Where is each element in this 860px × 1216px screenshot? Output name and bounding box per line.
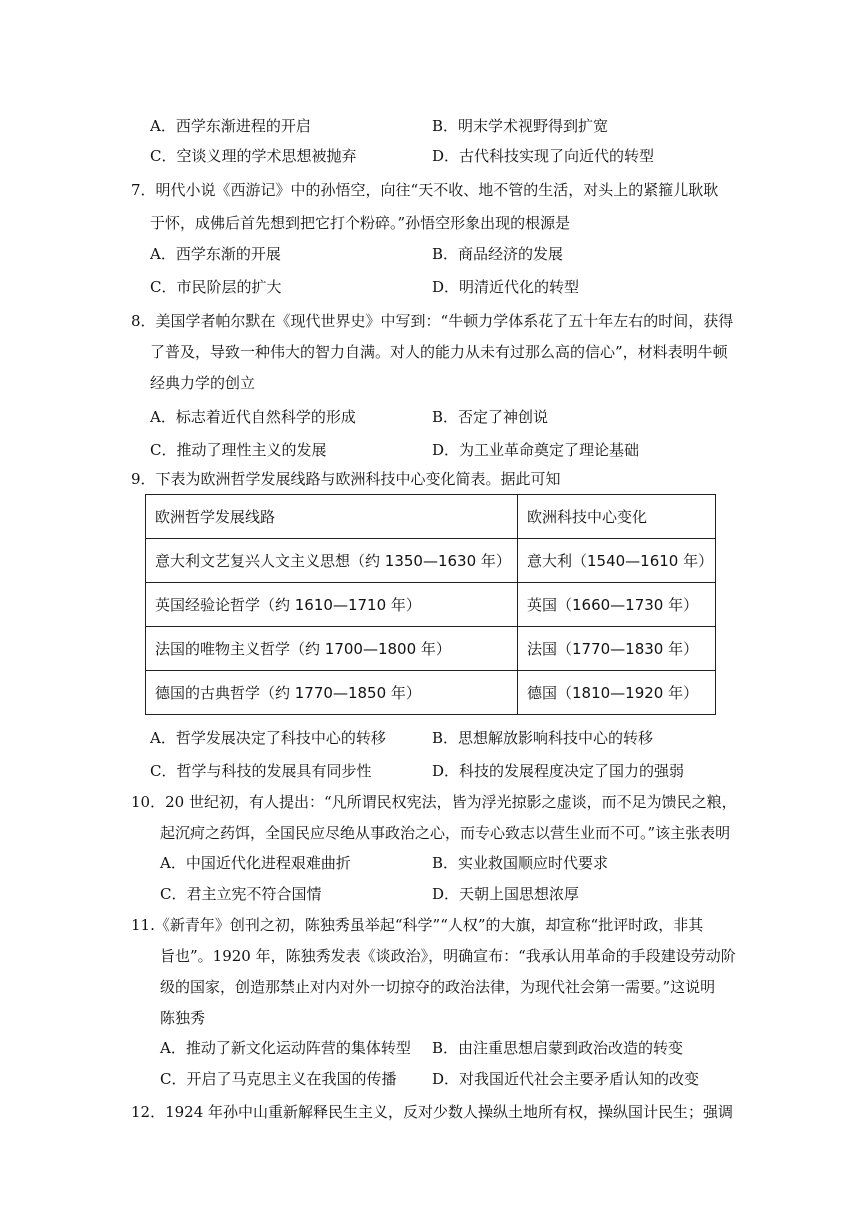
q8-option-c: C．推动了理性主义的发展 (150, 441, 327, 459)
q10-option-d: D．天朝上国思想浓厚 (432, 885, 580, 903)
table-row (146, 671, 716, 715)
table-cell: 英国经验论哲学（约 1610—1710 年） (146, 583, 518, 627)
q8-option-d: D．为工业革命奠定了理论基础 (432, 441, 640, 459)
table-header-row (146, 495, 716, 539)
q8-stem-line-2: 了普及，导致一种伟大的智力自满。对人的能力从未有过那么高的信心”，材料表明牛顿 (150, 343, 728, 361)
q10-option-b: B．实业救国顺应时代要求 (432, 854, 609, 872)
q7-option-b: B．商品经济的发展 (432, 245, 564, 263)
table-cell: 英国（1660—1730 年） (518, 583, 716, 627)
q11-stem-line-2: 旨也”。1920 年，陈独秀发表《谈政治》，明确宣布：“我承认用革命的手段建设劳动阶 (160, 947, 736, 965)
table-cell: 德国（1810—1920 年） (518, 671, 716, 715)
q10-stem-line-1: 10．20 世纪初，有人提出：“凡所谓民权宪法，皆为浮光掠影之虚谈，而不足为馈民之粮， (131, 793, 737, 811)
table-row (146, 627, 716, 671)
q6-option-c: C．空谈义理的学术思想被抛弃 (150, 147, 357, 165)
table-cell: 意大利文艺复兴人文主义思想（约 1350—1630 年） (146, 539, 518, 583)
q7-stem-line-1: 7．明代小说《西游记》中的孙悟空，向往“天不收、地不管的生活，对头上的紧箍儿耿耿 (131, 181, 719, 199)
q9-option-b: B．思想解放影响科技中心的转移 (432, 729, 654, 747)
table-header-cell: 欧洲科技中心变化 (518, 495, 716, 539)
q9-stem: 9．下表为欧洲哲学发展线路与欧洲科技中心变化简表。据此可知 (131, 470, 561, 488)
q6-option-b: B．明末学术视野得到扩宽 (432, 117, 609, 135)
q11-stem-line-1: 11.《新青年》创刊之初，陈独秀虽举起“科学”“人权”的大旗，却宣称“批评时政，非其 (131, 916, 704, 934)
q10-option-a: A．中国近代化进程艰难曲折 (160, 854, 351, 872)
table-row (146, 539, 716, 583)
q11-stem-line-3: 级的国家，创造那禁止对内对外一切掠夺的政治法律，为现代社会第一需要。”这说明 (160, 978, 716, 996)
q7-option-c: C．市民阶层的扩大 (150, 278, 282, 296)
q7-option-a: A．西学东渐的开展 (150, 245, 281, 263)
q9-option-a: A．哲学发展决定了科技中心的转移 (150, 729, 386, 747)
q7-option-d: D．明清近代化的转型 (432, 278, 580, 296)
table-cell: 意大利（1540—1610 年） (518, 539, 716, 583)
table-cell: 法国（1770—1830 年） (518, 627, 716, 671)
q10-stem-line-2: 起沉疴之药饵，全国民应尽绝从事政治之心，而专心致志以营生业而不可。”该主张表明 (160, 824, 731, 842)
q11-option-b: B．由注重思想启蒙到政治改造的转变 (432, 1039, 684, 1057)
q8-stem-line-1: 8．美国学者帕尔默在《现代世界史》中写到：“牛顿力学体系花了五十年左右的时间，获得 (131, 312, 734, 330)
q6-option-d: D．古代科技实现了向近代的转型 (432, 147, 655, 165)
q11-stem-line-4: 陈独秀 (160, 1009, 206, 1027)
q6-option-a: A．西学东渐进程的开启 (150, 117, 311, 135)
q9-option-c: C．哲学与科技的发展具有同步性 (150, 762, 372, 780)
q8-option-a: A．标志着近代自然科学的形成 (150, 408, 356, 426)
q9-option-d: D．科技的发展程度决定了国力的强弱 (432, 762, 685, 780)
q7-stem-line-2: 于怀，成佛后首先想到把它打个粉碎。”孙悟空形象出现的根源是 (150, 214, 571, 232)
table-row (146, 583, 716, 627)
q11-option-c: C．开启了马克思主义在我国的传播 (160, 1070, 397, 1088)
q11-option-a: A．推动了新文化运动阵营的集体转型 (160, 1039, 411, 1057)
q8-option-b: B．否定了神创说 (432, 408, 549, 426)
q12-stem-line-1: 12．1924 年孙中山重新解释民生主义，反对少数人操纵土地所有权，操纵国计民生；强调 (131, 1103, 734, 1121)
q11-option-d: D．对我国近代社会主要矛盾认知的改变 (432, 1070, 700, 1088)
philosophy-science-table (145, 494, 716, 715)
q10-option-c: C．君主立宪不符合国情 (160, 885, 322, 903)
table-header-cell: 欧洲哲学发展线路 (146, 495, 518, 539)
table-cell: 法国的唯物主义哲学（约 1700—1800 年） (146, 627, 518, 671)
q8-stem-line-3: 经典力学的创立 (150, 374, 256, 392)
table-cell: 德国的古典哲学（约 1770—1850 年） (146, 671, 518, 715)
